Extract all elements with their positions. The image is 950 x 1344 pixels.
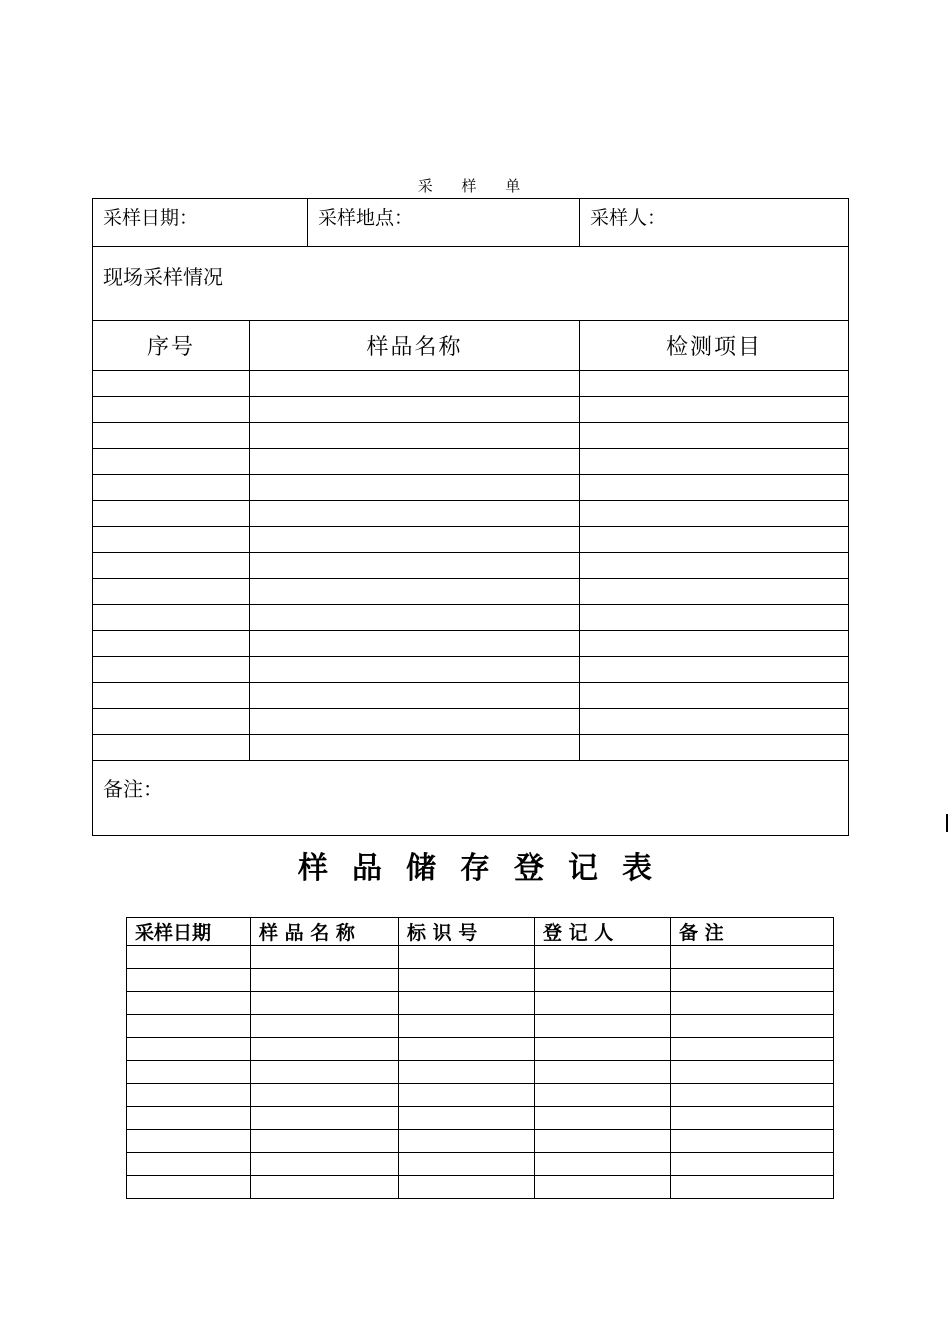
sample-test-items-cell[interactable] [580, 527, 849, 553]
sampling-date-label: 采样日期： [103, 207, 199, 229]
sampling-location-cell[interactable] [308, 199, 580, 247]
sample-serial-cell[interactable] [93, 709, 250, 735]
col-header-serial: 序号 [93, 321, 250, 371]
registry-date-cell[interactable] [127, 1038, 251, 1061]
sampling-date-cell[interactable] [93, 199, 308, 247]
registry-sample-name-cell[interactable] [251, 1015, 399, 1038]
registry-date-cell[interactable] [127, 1107, 251, 1130]
registry-sample-name-cell[interactable] [251, 1038, 399, 1061]
registry-remarks-cell[interactable] [671, 1061, 834, 1084]
registry-row [127, 1153, 834, 1176]
sample-row [93, 371, 849, 397]
registry-date-cell[interactable] [127, 1061, 251, 1084]
sample-serial-cell[interactable] [93, 657, 250, 683]
registry-sample-name-cell[interactable] [251, 1107, 399, 1130]
registry-id-cell[interactable] [399, 946, 535, 969]
col-header-sample-name: 样品名称 [250, 321, 580, 371]
sampling-form-table [92, 198, 849, 836]
registry-sample-name-cell[interactable] [251, 992, 399, 1015]
sample-row [93, 423, 849, 449]
registry-registrar-cell[interactable] [535, 1107, 671, 1130]
registry-id-cell[interactable] [399, 1153, 535, 1176]
sample-row [93, 631, 849, 657]
registry-title: 样品储存登记表 [298, 851, 676, 886]
registry-id-cell[interactable] [399, 969, 535, 992]
registry-date-cell[interactable] [127, 992, 251, 1015]
sampling-location-label: 采样地点： [318, 207, 414, 229]
registry-date-cell[interactable] [127, 1176, 251, 1199]
registry-row [127, 1084, 834, 1107]
sample-row [93, 683, 849, 709]
sample-name-cell[interactable] [250, 735, 580, 761]
situation-label: 现场采样情况 [103, 265, 223, 289]
registry-remarks-cell[interactable] [671, 1015, 834, 1038]
sample-serial-cell[interactable] [93, 735, 250, 761]
registry-row [127, 992, 834, 1015]
sample-name-cell[interactable] [250, 709, 580, 735]
sample-serial-cell[interactable] [93, 475, 250, 501]
registry-date-cell[interactable] [127, 1153, 251, 1176]
registry-row [127, 969, 834, 992]
sample-row [93, 397, 849, 423]
sample-row [93, 553, 849, 579]
sample-serial-cell[interactable] [93, 501, 250, 527]
sample-test-items-cell[interactable] [580, 631, 849, 657]
sample-name-cell[interactable] [250, 475, 580, 501]
registry-remarks-cell[interactable] [671, 1107, 834, 1130]
registry-id-cell[interactable] [399, 1084, 535, 1107]
sample-test-items-cell[interactable] [580, 553, 849, 579]
sample-serial-cell[interactable] [93, 527, 250, 553]
registry-date-cell[interactable] [127, 1015, 251, 1038]
sample-name-cell[interactable] [250, 501, 580, 527]
sample-name-cell[interactable] [250, 553, 580, 579]
registry-date-cell[interactable] [127, 1130, 251, 1153]
registry-row [127, 946, 834, 969]
registry-row [127, 1176, 834, 1199]
registry-registrar-cell[interactable] [535, 992, 671, 1015]
registry-registrar-cell[interactable] [535, 1038, 671, 1061]
sampling-header-row [93, 199, 849, 247]
registry-row [127, 1015, 834, 1038]
registry-registrar-cell[interactable] [535, 1176, 671, 1199]
sample-name-cell[interactable] [250, 683, 580, 709]
sample-row [93, 449, 849, 475]
registry-sample-name-cell[interactable] [251, 1061, 399, 1084]
sampling-form-title: 采 样 单 [417, 177, 533, 195]
registry-id-cell[interactable] [399, 1061, 535, 1084]
registry-registrar-cell[interactable] [535, 1130, 671, 1153]
sample-row [93, 605, 849, 631]
sample-test-items-cell[interactable] [580, 501, 849, 527]
registry-sample-name-cell[interactable] [251, 946, 399, 969]
sample-rows [93, 371, 849, 761]
sampler-label: 采样人： [590, 207, 667, 229]
registry-col-sample-name: 样 品 名 称 [251, 918, 399, 946]
registry-col-date: 采样日期 [127, 918, 251, 946]
registry-remarks-cell[interactable] [671, 1038, 834, 1061]
sample-name-cell[interactable] [250, 579, 580, 605]
sample-row [93, 475, 849, 501]
sample-test-items-cell[interactable] [580, 475, 849, 501]
registry-registrar-cell[interactable] [535, 1015, 671, 1038]
sample-serial-cell[interactable] [93, 397, 250, 423]
registry-row [127, 1107, 834, 1130]
registry-sample-name-cell[interactable] [251, 1176, 399, 1199]
situation-cell[interactable] [93, 247, 849, 321]
sample-columns-header [93, 321, 849, 371]
registry-id-cell[interactable] [399, 1015, 535, 1038]
sample-serial-cell[interactable] [93, 683, 250, 709]
registry-id-cell[interactable] [399, 992, 535, 1015]
registry-row [127, 1061, 834, 1084]
sample-name-cell[interactable] [250, 605, 580, 631]
sample-row [93, 527, 849, 553]
sample-name-cell[interactable] [250, 527, 580, 553]
sample-name-cell[interactable] [250, 371, 580, 397]
registry-remarks-cell[interactable] [671, 1176, 834, 1199]
registry-header-row [127, 918, 834, 946]
sample-serial-cell[interactable] [93, 371, 250, 397]
registry-remarks-cell[interactable] [671, 1130, 834, 1153]
sample-test-items-cell[interactable] [580, 735, 849, 761]
registry-sample-name-cell[interactable] [251, 969, 399, 992]
registry-remarks-cell[interactable] [671, 969, 834, 992]
sample-row [93, 735, 849, 761]
registry-rows [127, 946, 834, 1199]
sample-name-cell[interactable] [250, 449, 580, 475]
sample-name-cell[interactable] [250, 397, 580, 423]
col-header-test-items: 检测项目 [580, 321, 849, 371]
situation-row [93, 247, 849, 321]
registry-registrar-cell[interactable] [535, 969, 671, 992]
remarks-label: 备注： [103, 777, 163, 801]
registry-row [127, 1130, 834, 1153]
registry-sample-name-cell[interactable] [251, 1153, 399, 1176]
remarks-row [93, 761, 849, 836]
registry-sample-name-cell[interactable] [251, 1130, 399, 1153]
sample-test-items-cell[interactable] [580, 423, 849, 449]
registry-registrar-cell[interactable] [535, 1084, 671, 1107]
sample-test-items-cell[interactable] [580, 397, 849, 423]
sample-test-items-cell[interactable] [580, 709, 849, 735]
registry-remarks-cell[interactable] [671, 992, 834, 1015]
sample-test-items-cell[interactable] [580, 683, 849, 709]
registry-date-cell[interactable] [127, 946, 251, 969]
registry-sample-name-cell[interactable] [251, 1084, 399, 1107]
sample-serial-cell[interactable] [93, 631, 250, 657]
registry-registrar-cell[interactable] [535, 1061, 671, 1084]
sample-row [93, 501, 849, 527]
sample-row [93, 579, 849, 605]
registry-remarks-cell[interactable] [671, 946, 834, 969]
sample-serial-cell[interactable] [93, 605, 250, 631]
sample-serial-cell[interactable] [93, 449, 250, 475]
remarks-cell[interactable] [93, 761, 849, 836]
sample-test-items-cell[interactable] [580, 371, 849, 397]
registry-table [126, 917, 834, 1199]
sample-test-items-cell[interactable] [580, 579, 849, 605]
sample-test-items-cell[interactable] [580, 449, 849, 475]
sample-test-items-cell[interactable] [580, 605, 849, 631]
registry-date-cell[interactable] [127, 1084, 251, 1107]
sample-test-items-cell[interactable] [580, 657, 849, 683]
registry-remarks-cell[interactable] [671, 1084, 834, 1107]
registry-id-cell[interactable] [399, 1176, 535, 1199]
sample-row [93, 657, 849, 683]
margin-mark [946, 814, 948, 832]
sample-name-cell[interactable] [250, 423, 580, 449]
registry-registrar-cell[interactable] [535, 1153, 671, 1176]
sample-row [93, 709, 849, 735]
registry-col-id: 标 识 号 [399, 918, 535, 946]
registry-id-cell[interactable] [399, 1038, 535, 1061]
sample-name-cell[interactable] [250, 657, 580, 683]
registry-id-cell[interactable] [399, 1130, 535, 1153]
sampler-cell[interactable] [580, 199, 849, 247]
registry-remarks-cell[interactable] [671, 1153, 834, 1176]
registry-row [127, 1038, 834, 1061]
sample-serial-cell[interactable] [93, 553, 250, 579]
sample-name-cell[interactable] [250, 631, 580, 657]
sample-serial-cell[interactable] [93, 579, 250, 605]
registry-id-cell[interactable] [399, 1107, 535, 1130]
registry-registrar-cell[interactable] [535, 946, 671, 969]
registry-col-registrar: 登 记 人 [535, 918, 671, 946]
registry-col-remarks: 备 注 [671, 918, 834, 946]
registry-date-cell[interactable] [127, 969, 251, 992]
sample-serial-cell[interactable] [93, 423, 250, 449]
